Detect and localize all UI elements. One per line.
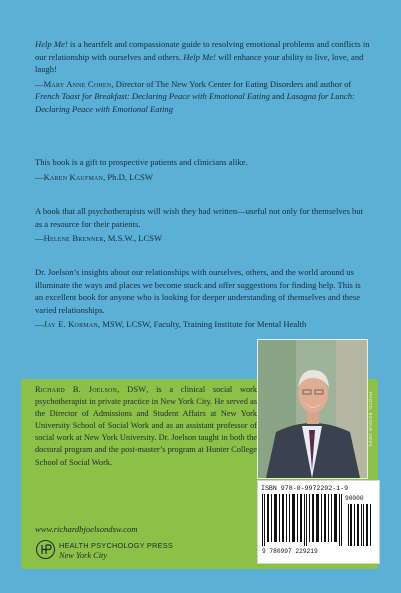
author-bio-text: , is a clinical social work psychotherapist in private practice in New York City. He served as the Director of Admissions and Student Affairs at New York University School of Social Work and as an assistant professor of social work at New York University. Dr. Joelson taught in both the doctoral program and the post-master’s program at Hunter College School of Social Work. bbox=[35, 385, 258, 467]
blurb-attribution: —Helene Brenner, M.S.W., LCSW bbox=[35, 233, 163, 244]
barcode-digits bbox=[262, 548, 374, 555]
author-website-link[interactable]: www.richardbjoelsondsw.com bbox=[35, 524, 138, 534]
blurb-cohen bbox=[35, 38, 370, 116]
blurb-kaufman bbox=[35, 156, 370, 183]
author-bio bbox=[35, 384, 257, 469]
isbn-label: ISBN 978-0-9972292-1-9 bbox=[261, 485, 349, 492]
blurb-text: Dr. Joelson’s insights about our relationships with ourselves, others, and the world around us illuminate the ways and places we become stuck and offer suggestions for finding help. This is an excellent book for anyone who is looking for deeper understanding of themselves and these varied relationships. bbox=[35, 267, 361, 315]
publisher-city: New York City bbox=[59, 551, 108, 560]
blurb-text: A book that all psychotherapists will wish they had written—useful not only for themselves but as a resource for their patients. bbox=[35, 206, 363, 229]
author-photo bbox=[257, 339, 368, 479]
blurb-brenner bbox=[35, 205, 370, 245]
barcode-number: 9 780997 229219 bbox=[262, 548, 318, 555]
photo-credit: PHOTO: BONNIE GESS bbox=[368, 392, 373, 447]
publisher-logo-icon bbox=[36, 540, 55, 559]
blurb-text: Help Me! is a heartfelt and compassionate guide to resolving emotional problems and conflicts in our relationship with ourselves and others. Help Me! will enhance your ability to live, love, and laugh! bbox=[35, 39, 370, 75]
blurb-attribution: —Karen Kaufman, Ph.D, LCSW bbox=[35, 171, 153, 182]
author-portrait-image bbox=[258, 340, 367, 478]
blurb-attribution: —Mary Anne Cohen, Director of The New York Center for Eating Disorders and author of French Toast for Breakfast: Declaring Peace with Emotional Eating and Lasagna for Lunch: Declaring Peace with Emotional Eating bbox=[35, 78, 355, 114]
hp-monogram-icon bbox=[37, 541, 54, 558]
blurb-korman bbox=[35, 266, 370, 331]
blurb-text: This book is a gift to prospective patients and clinicians alike. bbox=[35, 157, 248, 167]
publisher-name: HEALTH PSYCHOLOGY PRESS bbox=[59, 541, 173, 550]
blurb-attribution: —Jay E. Korman, MSW, LCSW, Faculty, Training Institute for Mental Health bbox=[35, 319, 307, 330]
author-name: Richard B. Joelson, DSW bbox=[35, 385, 147, 394]
barcode-addon: 90000 bbox=[345, 495, 364, 502]
